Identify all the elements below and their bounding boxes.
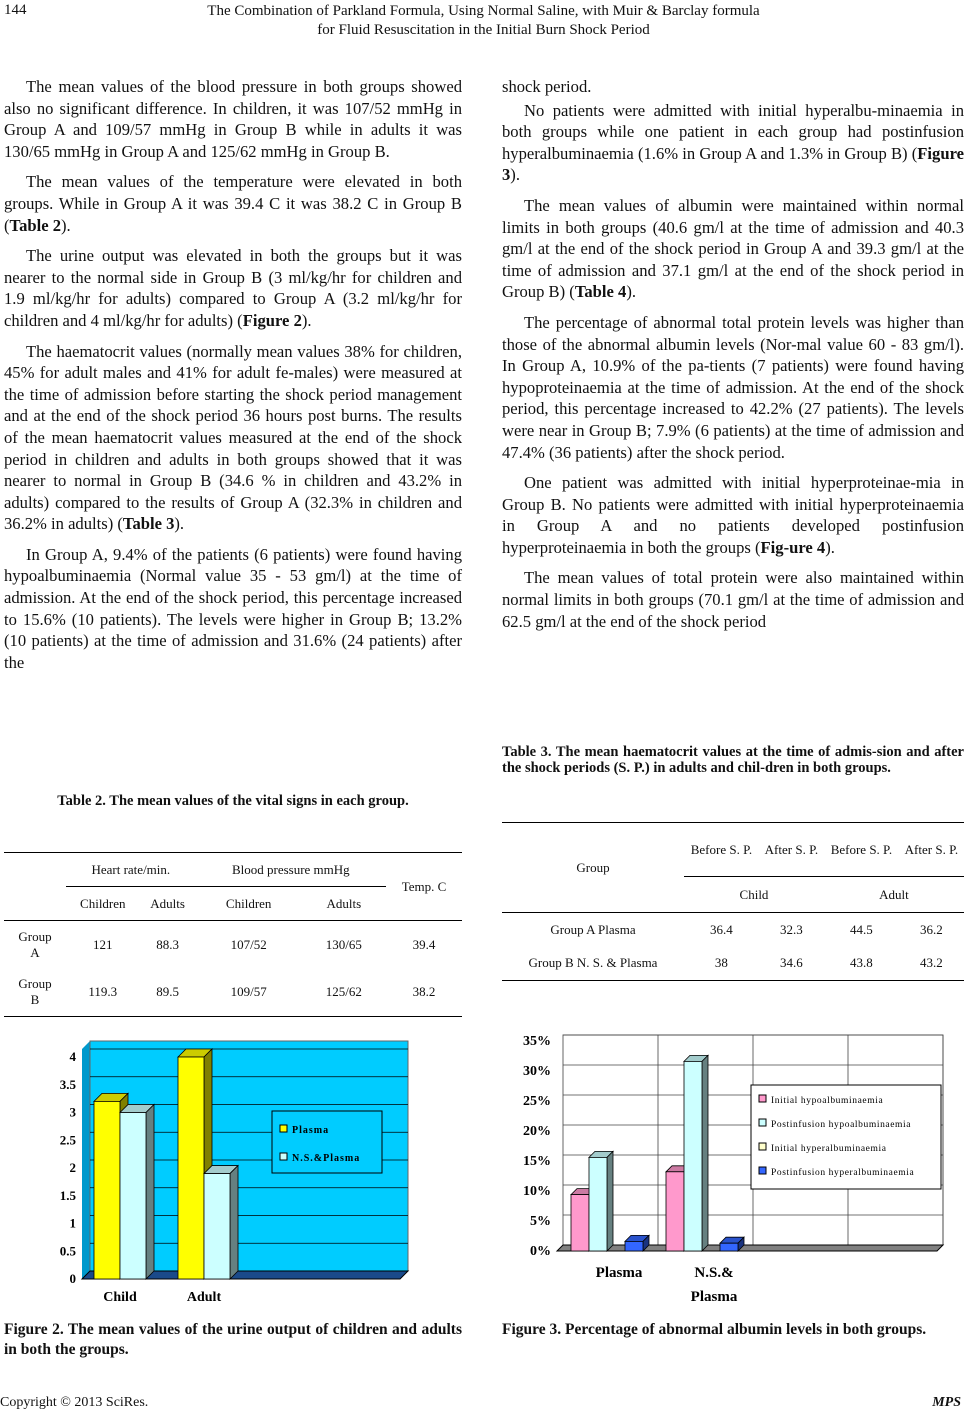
figure-reference[interactable]: Figure 3 (502, 143, 964, 185)
table3-header-col: After S. P. (759, 823, 824, 877)
bar (204, 1174, 230, 1279)
table-reference[interactable]: Table 4 (574, 282, 627, 302)
table3-header-adult: Adult (879, 886, 909, 902)
x-tick-label: Plasma (595, 1265, 643, 1281)
paragraph: shock period. (502, 77, 592, 96)
y-tick-label: 2 (69, 1160, 76, 1175)
figure2-caption: Figure 2. The mean values of the urine output of children and adults in both the groups. (4, 1321, 462, 1358)
table-cell: 121 (93, 936, 113, 952)
y-tick-label: 15% (523, 1154, 551, 1169)
y-tick-label: 5% (530, 1214, 551, 1229)
table-cell: 38.2 (412, 984, 436, 1000)
page-number: 144 (4, 2, 27, 18)
bar-side (230, 1166, 238, 1279)
table-cell: 38 (714, 955, 728, 971)
table-cell: 88.3 (156, 936, 179, 952)
table-reference[interactable]: Table 2 (9, 215, 62, 235)
y-tick-label: 0.5 (59, 1243, 76, 1259)
table-cell: 109/57 (230, 984, 267, 1000)
table3 (502, 822, 964, 981)
y-tick-label: 3.5 (59, 1076, 76, 1092)
y-tick-label: 1.5 (59, 1187, 76, 1203)
bar (666, 1172, 684, 1251)
x-tick-label: Adult (186, 1290, 222, 1305)
paragraph: One patient was admitted with initial hyperproteinae-mia in Group B. No patients were admitted with initial hyperproteinaemia in Group A and no patients developed postinfusion hyperproteinaemia in both the groups (Fig-ure 4). (502, 473, 964, 557)
bar (589, 1157, 607, 1251)
y-tick-label: 30% (523, 1064, 551, 1079)
bar-side (607, 1151, 613, 1251)
bar (94, 1101, 120, 1279)
table2-subheader: Adults (326, 895, 362, 911)
table2-header-blood-pressure: Blood pressure mmHg (196, 853, 386, 887)
table3-header-col: Before S. P. (684, 823, 759, 877)
legend-label: Postinfusion hyperalbuminaemia (771, 1168, 915, 1178)
table2-subheader: Adults (150, 895, 185, 911)
bar (571, 1195, 589, 1251)
figure-reference[interactable]: Figure 2 (242, 310, 302, 330)
table2-group-a: Group A (18, 928, 52, 960)
figure2-chart (40, 1035, 420, 1315)
table-row (502, 913, 964, 947)
journal-name: MPS (932, 1395, 961, 1410)
y-tick-label: 25% (523, 1094, 551, 1109)
table3-caption: Table 3. The mean haematocrit values at the time of admis-sion and after the shock periods (S. P.) in adults and chil-dren in both groups. (502, 744, 964, 776)
table2-subheader: Children (225, 895, 272, 911)
legend-swatch (759, 1119, 766, 1126)
table-cell: 43.8 (850, 955, 873, 971)
paragraph: The urine output was elevated in both the groups but it was nearer to the normal side in Group B (3 ml/kg/hr for children and 1.9 ml/kg/hr for adults) compared to Group A (3.2 ml/kg/hr for children and 4 ml/kg/hr for adults) (Figure 2). (4, 246, 462, 330)
left-column-text (4, 76, 462, 673)
y-tick-label: 10% (523, 1184, 551, 1199)
x-tick-label: N.S.& Plasma (690, 1265, 738, 1305)
plot-wall (82, 1041, 90, 1279)
right-column-text (502, 76, 964, 641)
paragraph: The mean values of the temperature were elevated in both groups. While in Group A it was 39.4 C it was 38.2 C in Group B (Table 2). (4, 172, 462, 235)
bar-side (146, 1105, 154, 1280)
paragraph: The mean values of albumin were maintained within normal limits in both groups (40.6 gm/l at the time of admission and 40.3 gm/l at the end of the shock period in Group A and 39.3 gm/l at the time of admission and 37.1 gm/l at the end of the shock period in Group B) (Table 4). (502, 195, 964, 302)
legend-swatch (759, 1143, 766, 1150)
bar (720, 1243, 738, 1251)
figure3-caption: Figure 3. Percentage of abnormal albumin levels in both groups. (502, 1321, 927, 1338)
table3-group-b: Group B N. S. & Plasma (528, 955, 658, 971)
legend-label: Postinfusion hypoalbuminaemia (771, 1120, 912, 1130)
table-row (502, 947, 964, 981)
table2-group-b: Group B (18, 976, 52, 1008)
table2-header-heart-rate: Heart rate/min. (66, 853, 196, 887)
legend-label: Initial hypoalbuminaemia (771, 1096, 884, 1106)
figure3-chart (505, 1025, 955, 1313)
table-row (4, 921, 462, 969)
paragraph: The haematocrit values (normally mean values 38% for children, 45% for adult males and 41% for adult fe-males) were measured at the time of admission before starting the shock period management and at the end of the shock period 36 hours post burns. The results of the mean haematocrit values measured at the end of the shock period in children and adults in both groups showed that it was nearer to normal in Group B (34.6 % in children and 43.2% in adults) compared to the results of Group A (32.3% in children and 36.2% in adults) (Table 3). (4, 341, 462, 534)
bar (178, 1057, 204, 1279)
y-tick-label: 20% (523, 1124, 551, 1139)
legend-swatch (759, 1167, 766, 1174)
bar-side (702, 1055, 708, 1251)
table3-header-group: Group (576, 859, 610, 875)
paragraph: The percentage of abnormal total protein levels was higher than those of the abnormal albumin levels (Nor-mal value 60 - 83 gm/l). In Group A, 10.9% of the pa-tients (7 patients) were found having hypoproteinaemia at the time of admission. At the end of the shock period, this percentage increased to 42.2% (27 patients). The levels were near in Group B; 7.9% (6 patients) at the time of admission and 47.4% (36 patients) after the shock period. (502, 312, 964, 462)
table2-subheader: Children (80, 895, 126, 911)
table3-header-child: Child (739, 886, 769, 902)
y-tick-label: 1 (69, 1215, 76, 1231)
table-cell: 107/52 (230, 936, 267, 952)
y-tick-label: 0% (530, 1244, 551, 1259)
table-cell: 125/62 (325, 984, 362, 1000)
table3-header-col: After S. P. (899, 823, 964, 877)
table-cell: 43.2 (920, 955, 943, 971)
table-cell: 89.5 (156, 984, 179, 1000)
y-tick-label: 0 (69, 1271, 76, 1286)
legend-label: N.S.&Plasma (292, 1153, 361, 1164)
bar (120, 1113, 146, 1280)
legend-swatch (280, 1125, 287, 1132)
running-title-line2: for Fluid Resuscitation in the Initial Burn Shock Period (317, 22, 650, 38)
y-tick-label: 35% (523, 1034, 551, 1049)
bar (684, 1061, 702, 1251)
legend-swatch (759, 1095, 766, 1102)
legend-label: Plasma (292, 1125, 330, 1136)
table-cell: 44.5 (850, 921, 873, 937)
running-title-line1: The Combination of Parkland Formula, Using Normal Saline, with Muir & Barclay formula (207, 3, 760, 19)
paragraph: No patients were admitted with initial hyperalbu-minaemia in both groups while one patient in each group had postinfusion hyperalbuminaemia (1.6% in Group A and 1.3% in Group B) (Figure 3). (502, 100, 964, 185)
table2 (4, 852, 462, 1017)
copyright: Copyright © 2013 SciRes. (0, 1395, 149, 1410)
paragraph: The mean values of total protein were also maintained within normal limits in both groups (70.1 gm/l at the time of admission and 62.5 gm/l at the end of the shock period (502, 568, 964, 631)
running-title (0, 2, 967, 40)
legend-swatch (280, 1153, 287, 1160)
paragraph: In Group A, 9.4% of the patients (6 patients) were found having hypoalbuminaemia (Normal value 35 - 53 gm/l) at the time of admission. At the end of the shock period, this percentage increased to 15.6% (10 patients). The levels were higher in Group B; 13.2% (10 patients) at the time of admission and 31.6% (24 patients) after the (4, 544, 462, 672)
table-cell: 34.6 (780, 955, 803, 971)
table-cell: 39.4 (412, 936, 436, 952)
table3-group-a: Group A Plasma (550, 921, 636, 937)
legend-label: Initial hyperalbuminaemia (771, 1144, 887, 1154)
table3-header-col: Before S. P. (824, 823, 899, 877)
y-tick-label: 3 (69, 1104, 76, 1120)
y-tick-label: 2.5 (59, 1132, 76, 1148)
plot-floor (557, 1245, 943, 1251)
table-cell: 32.3 (780, 921, 803, 937)
table2-caption: Table 2. The mean values of the vital signs in each group. (57, 793, 409, 809)
table2-header-temp: Temp. C (401, 878, 447, 894)
figure-reference[interactable]: Fig-ure 4 (760, 537, 826, 557)
paragraph: The mean values of the blood pressure in both groups showed also no significant difference. In children, it was 107/52 mmHg in Group A and 109/57 mmHg in Group B while in adults it was 130/65 mmHg in Group A and 125/62 mmHg in Group B. (4, 77, 462, 161)
table-cell: 119.3 (88, 984, 118, 1000)
x-tick-label: Child (103, 1290, 137, 1305)
bar (625, 1241, 643, 1251)
table-cell: 36.2 (920, 921, 943, 937)
table-cell: 130/65 (325, 936, 362, 952)
table-cell: 36.4 (710, 921, 733, 937)
table-row (4, 969, 462, 1017)
table-reference[interactable]: Table 3 (122, 514, 175, 534)
y-tick-label: 4 (69, 1049, 76, 1064)
